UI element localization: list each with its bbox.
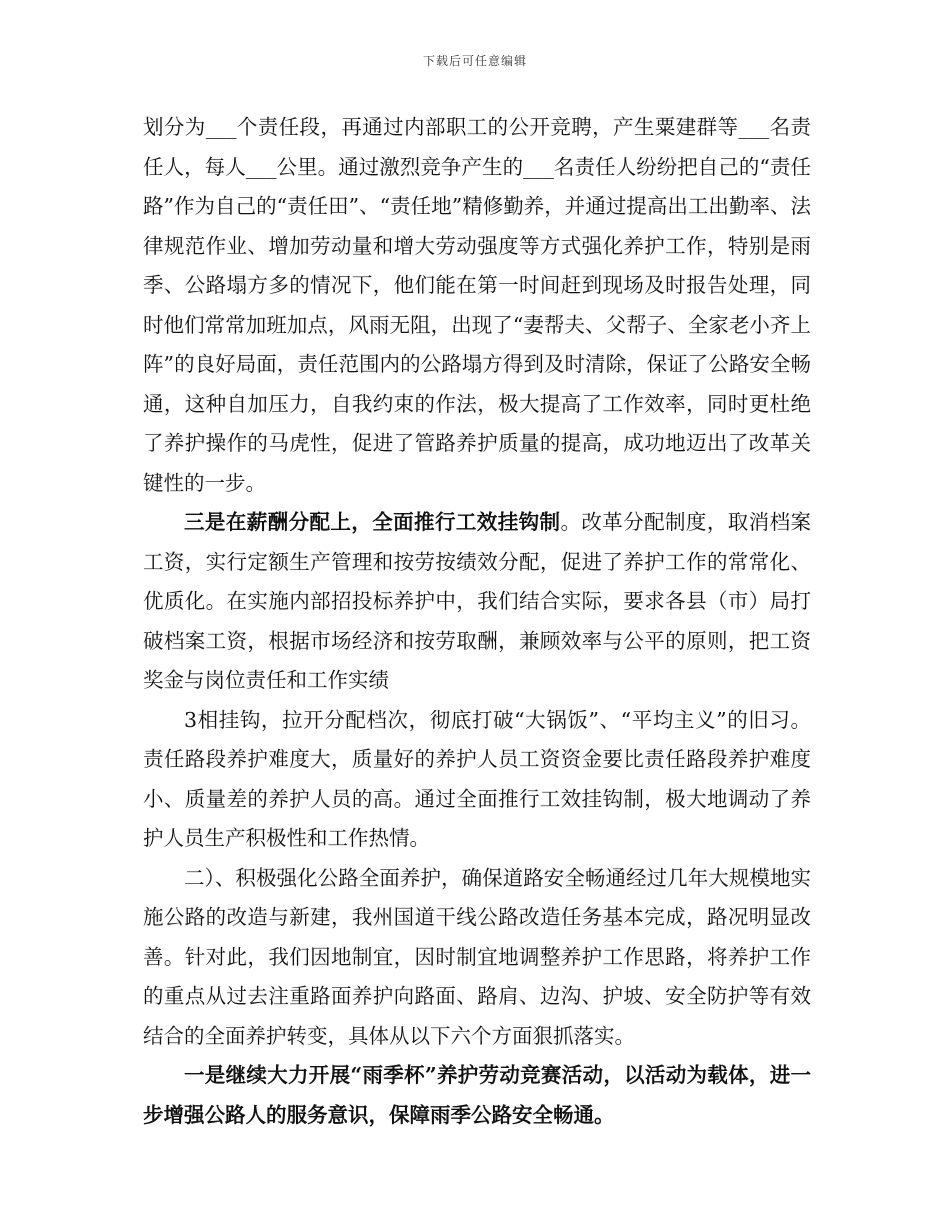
- document-body: [143, 108, 811, 1135]
- paragraph-rainy-season-cup: 一是继续大力开展“雨季杯”养护劳动竞赛活动，以活动为载体，进一步增强公路人的服务意识，保障雨季公路安全畅通。: [143, 1063, 811, 1127]
- paragraph-salary-body: 。改革分配制度，取消档案工资，实行定额生产管理和按劳按绩效分配，促进了养护工作的常常化、优质化。在实施内部招投标养护中，我们结合实际，要求各县（市）局打破档案工资，根据市场经济和按劳取酬，兼顾效率与公平的原则，把工资奖金与岗位责任和工作实绩: [143, 510, 812, 692]
- paragraph-heading-salary: 三是在薪酬分配上，全面推行工效挂钩制: [184, 510, 561, 534]
- paragraph-comprehensive-maintenance: 二）、积极强化公路全面养护，确保道路安全畅通经过几年大规模地实施公路的改造与新建，我州国道干线公路改造任务基本完成，路况明显改善。针对此，我们因地制宜，因时制宜地调整养护工作思路，将养护工作的重点从过去注重路面养护向路面、路肩、边沟、护坡、安全防护等有效结合的全面养护转变，具体从以下六个方面狠抓落实。: [143, 865, 811, 1048]
- paragraph-responsibility-sections: 划分为___个责任段，再通过内部职工的公开竞聘，产生粟建群等___名责任人，每人___公里。通过激烈竞争产生的___名责任人纷纷把自己的“责任路”作为自己的“责任田”、“责任地”精修勤养，并通过提高出工出勤率、法律规范作业、增加劳动量和增大劳动强度等方式强化养护工作，特别是雨季、公路塌方多的情况下，他们能在第一时间赶到现场及时报告处理，同时他们常常加班加点，风雨无阻，出现了“妻帮夫、父帮子、全家老小齐上阵”的良好局面，责任范围内的公路塌方得到及时清除，保证了公路安全畅通，这种自加压力，自我约束的作法，极大提高了工作效率，同时更杜绝了养护操作的马虎性，促进了管路养护质量的提高，成功地迈出了改革关键性的一步。: [143, 115, 811, 495]
- page-header: 下载后可任意编辑: [422, 54, 527, 68]
- paragraph-salary-distribution: [143, 503, 811, 701]
- paragraph-linkage: 3相挂钩，拉开分配档次，彻底打破“大锅饭”、“平均主义”的旧习。责任路段养护难度大，质量好的养护人员工资资金要比责任路段养护难度小、质量差的养护人员的高。通过全面推行工效挂钩制，极大地调动了养护人员生产积极性和工作热情。: [143, 707, 811, 850]
